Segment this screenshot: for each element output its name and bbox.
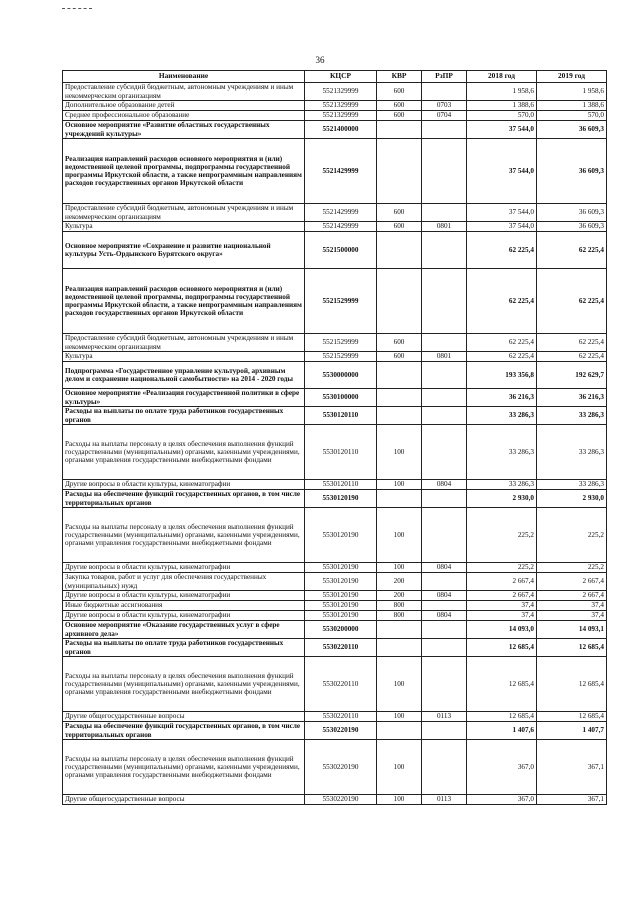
cell-name: Реализация направлений расходов основного мероприятия и (или) ведомственной целевой программы, подпрограммы государственной программы Иркутской области, а также непрограммным направлениям расходов государственных органов Иркутской области: [63, 269, 305, 334]
cell-kvr: [377, 407, 422, 425]
cell-kvr: [377, 722, 422, 740]
cell-2018: 37 544,0: [467, 121, 537, 139]
cell-kvr: 100: [377, 712, 422, 722]
cell-kcsr: 5530000000: [305, 362, 377, 389]
cell-kcsr: 5521429999: [305, 139, 377, 204]
cell-2019: 12 685,4: [537, 657, 607, 712]
table-row: [63, 362, 607, 389]
table-row: [63, 573, 607, 591]
table-row: [63, 480, 607, 490]
cell-rzpr: 0801: [422, 222, 467, 232]
cell-2019: 225,2: [537, 563, 607, 573]
cell-kcsr: 5530220110: [305, 712, 377, 722]
cell-rzpr: 0703: [422, 101, 467, 111]
cell-kvr: [377, 139, 422, 204]
cell-kcsr: 5521500000: [305, 232, 377, 269]
cell-name: Дополнительное образование детей: [63, 101, 305, 111]
table-row: [63, 389, 607, 407]
cell-rzpr: [422, 204, 467, 222]
cell-2018: 36 216,3: [467, 389, 537, 407]
cell-kcsr: 5521400000: [305, 121, 377, 139]
cell-rzpr: [422, 740, 467, 795]
cell-kcsr: 5530120190: [305, 563, 377, 573]
cell-2019: 14 093,1: [537, 621, 607, 639]
cell-kvr: [377, 121, 422, 139]
cell-rzpr: [422, 407, 467, 425]
header-name: Наименование: [63, 71, 305, 83]
cell-rzpr: [422, 639, 467, 657]
cell-name: Иные бюджетные ассигнования: [63, 601, 305, 611]
cell-2019: 62 225,4: [537, 352, 607, 362]
cell-kcsr: 5530120190: [305, 601, 377, 611]
cell-name: Другие общегосударственные вопросы: [63, 795, 305, 805]
cell-name: Основное мероприятие «Сохранение и развитие национальной культуры Усть-Ордынского Бурятского округа»: [63, 232, 305, 269]
cell-name: Предоставление субсидий бюджетным, автономным учреждениям и иным некоммерческим организациям: [63, 204, 305, 222]
cell-rzpr: [422, 334, 467, 352]
table-body: [63, 83, 607, 805]
cell-2018: 367,0: [467, 795, 537, 805]
cell-name: Расходы на выплаты персоналу в целях обеспечения выполнения функций государственными (муниципальными) органами, казенными учреждениями, органами управления государственными внебюджетными фондами: [63, 425, 305, 480]
cell-kcsr: 5521529999: [305, 334, 377, 352]
cell-kcsr: 5530120190: [305, 591, 377, 601]
cell-2019: 2 667,4: [537, 591, 607, 601]
cell-2018: 62 225,4: [467, 232, 537, 269]
cell-name: Другие вопросы в области культуры, кинематографии: [63, 563, 305, 573]
cell-rzpr: 0804: [422, 480, 467, 490]
cell-2018: 1 407,6: [467, 722, 537, 740]
table-row: [63, 269, 607, 334]
cell-kcsr: 5521329999: [305, 111, 377, 121]
table-row: [63, 601, 607, 611]
cell-kvr: 200: [377, 591, 422, 601]
cell-kvr: [377, 621, 422, 639]
cell-name: Предоставление субсидий бюджетным, автономным учреждениям и иным некоммерческим организациям: [63, 83, 305, 101]
cell-name: Основное мероприятие «Развитие областных государственных учреждений культуры»: [63, 121, 305, 139]
cell-2018: 193 356,8: [467, 362, 537, 389]
cell-kcsr: 5530120110: [305, 407, 377, 425]
table-row: [63, 222, 607, 232]
cell-rzpr: [422, 139, 467, 204]
cell-rzpr: [422, 425, 467, 480]
header-kcsr: КЦСР: [305, 71, 377, 83]
cell-2018: 37,4: [467, 611, 537, 621]
cell-rzpr: 0113: [422, 795, 467, 805]
cell-name: Расходы на обеспечение функций государственных органов, в том числе территориальных органов: [63, 722, 305, 740]
cell-kvr: 600: [377, 83, 422, 101]
cell-2019: 2 667,4: [537, 573, 607, 591]
cell-2019: 12 685,4: [537, 712, 607, 722]
cell-2019: 2 930,0: [537, 490, 607, 508]
table-row: [63, 334, 607, 352]
cell-kcsr: 5530220110: [305, 639, 377, 657]
table-row: [63, 101, 607, 111]
page-number: 36: [315, 55, 325, 65]
cell-2018: 12 685,4: [467, 639, 537, 657]
cell-2018: 62 225,4: [467, 269, 537, 334]
cell-name: Другие вопросы в области культуры, кинематографии: [63, 591, 305, 601]
cell-2018: 12 685,4: [467, 712, 537, 722]
cell-2019: 367,1: [537, 740, 607, 795]
cell-name: Реализация направлений расходов основного мероприятия и (или) ведомственной целевой программы, подпрограммы государственной программы Иркутской области, а также непрограммным направлениям расходов государственных органов Иркутской области: [63, 139, 305, 204]
cell-name: Расходы на выплаты по оплате труда работников государственных органов: [63, 639, 305, 657]
cell-2019: 36 216,3: [537, 389, 607, 407]
cell-rzpr: [422, 508, 467, 563]
cell-kcsr: 5521329999: [305, 101, 377, 111]
header-kvr: КВР: [377, 71, 422, 83]
cell-rzpr: [422, 722, 467, 740]
cell-2019: 36 609,3: [537, 121, 607, 139]
table-row: [63, 508, 607, 563]
cell-kcsr: 5530120190: [305, 573, 377, 591]
cell-2018: 1 958,6: [467, 83, 537, 101]
table-row: [63, 563, 607, 573]
table-row: [63, 621, 607, 639]
cell-name: Расходы на выплаты по оплате труда работников государственных органов: [63, 407, 305, 425]
cell-2018: 1 388,6: [467, 101, 537, 111]
cell-kvr: 100: [377, 480, 422, 490]
cell-2018: 2 930,0: [467, 490, 537, 508]
cell-2018: 225,2: [467, 508, 537, 563]
cell-rzpr: [422, 83, 467, 101]
cell-2018: 37,4: [467, 601, 537, 611]
cell-kvr: [377, 269, 422, 334]
cell-2019: 36 609,3: [537, 204, 607, 222]
cell-kcsr: 5530120190: [305, 508, 377, 563]
cell-name: Расходы на выплаты персоналу в целях обеспечения выполнения функций государственными (муниципальными) органами, казенными учреждениями, органами управления государственными внебюджетными фондами: [63, 657, 305, 712]
cell-kcsr: 5530120190: [305, 490, 377, 508]
table-row: [63, 490, 607, 508]
cell-2019: 62 225,4: [537, 334, 607, 352]
cell-2018: 225,2: [467, 563, 537, 573]
header-2018: 2018 год: [467, 71, 537, 83]
cell-2018: 33 286,3: [467, 480, 537, 490]
cell-rzpr: [422, 362, 467, 389]
cell-2019: 36 609,3: [537, 139, 607, 204]
cell-name: Расходы на выплаты персоналу в целях обеспечения выполнения функций государственными (муниципальными) органами, казенными учреждениями, органами управления государственными внебюджетными фондами: [63, 508, 305, 563]
cell-rzpr: [422, 121, 467, 139]
cell-kvr: 100: [377, 795, 422, 805]
cell-kvr: 100: [377, 425, 422, 480]
table-row: [63, 712, 607, 722]
cell-name: Другие общегосударственные вопросы: [63, 712, 305, 722]
cell-rzpr: 0804: [422, 563, 467, 573]
cell-rzpr: 0804: [422, 591, 467, 601]
table-row: [63, 139, 607, 204]
cell-2019: 12 685,4: [537, 639, 607, 657]
cell-kcsr: 5530120110: [305, 425, 377, 480]
cell-2019: 37,4: [537, 611, 607, 621]
cell-2018: 2 667,4: [467, 573, 537, 591]
cell-2018: 367,0: [467, 740, 537, 795]
budget-table: [62, 70, 607, 805]
cell-name: Другие вопросы в области культуры, кинематографии: [63, 611, 305, 621]
table-row: [63, 722, 607, 740]
cell-kvr: [377, 362, 422, 389]
cell-rzpr: [422, 490, 467, 508]
table-row: [63, 204, 607, 222]
cell-name: Расходы на обеспечение функций государственных органов, в том числе территориальных органов: [63, 490, 305, 508]
cell-rzpr: [422, 232, 467, 269]
cell-2019: 33 286,3: [537, 480, 607, 490]
cell-rzpr: 0801: [422, 352, 467, 362]
cell-name: Другие вопросы в области культуры, кинематографии: [63, 480, 305, 490]
table-row: [63, 232, 607, 269]
cell-2019: 192 629,7: [537, 362, 607, 389]
cell-rzpr: 0804: [422, 611, 467, 621]
header-rzpr: РзПР: [422, 71, 467, 83]
cell-2019: 1 958,6: [537, 83, 607, 101]
cell-2019: 367,1: [537, 795, 607, 805]
cell-rzpr: [422, 573, 467, 591]
cell-kvr: [377, 639, 422, 657]
table-row: [63, 611, 607, 621]
cell-2019: 1 407,7: [537, 722, 607, 740]
table-row: [63, 639, 607, 657]
cell-2018: 37 544,0: [467, 222, 537, 232]
cell-2019: 36 609,3: [537, 222, 607, 232]
cell-kcsr: 5521529999: [305, 269, 377, 334]
cell-2019: 1 388,6: [537, 101, 607, 111]
table-row: [63, 740, 607, 795]
cell-name: Культура: [63, 222, 305, 232]
cell-2018: 37 544,0: [467, 204, 537, 222]
cell-kcsr: 5530220190: [305, 722, 377, 740]
cell-rzpr: [422, 269, 467, 334]
cell-kcsr: 5530220190: [305, 740, 377, 795]
cell-kvr: 600: [377, 334, 422, 352]
cell-2019: 62 225,4: [537, 269, 607, 334]
cell-kvr: 600: [377, 111, 422, 121]
cell-2018: 33 286,3: [467, 425, 537, 480]
table-header-row: [63, 71, 607, 83]
table-row: [63, 425, 607, 480]
cell-kvr: 800: [377, 601, 422, 611]
cell-kcsr: 5530220110: [305, 657, 377, 712]
table-row: [63, 83, 607, 101]
cell-kcsr: 5521429999: [305, 204, 377, 222]
cell-kcsr: 5521529999: [305, 352, 377, 362]
cell-name: Среднее профессиональное образование: [63, 111, 305, 121]
cell-kcsr: 5530200000: [305, 621, 377, 639]
cell-name: Закупка товаров, работ и услуг для обеспечения государственных (муниципальных) нужд: [63, 573, 305, 591]
cell-kcsr: 5530120110: [305, 480, 377, 490]
cell-kvr: [377, 232, 422, 269]
cell-rzpr: [422, 621, 467, 639]
cell-kvr: 100: [377, 740, 422, 795]
table-row: [63, 795, 607, 805]
table-row: [63, 657, 607, 712]
cell-2018: 12 685,4: [467, 657, 537, 712]
cell-name: Расходы на выплаты персоналу в целях обеспечения выполнения функций государственными (муниципальными) органами, казенными учреждениями, органами управления государственными внебюджетными фондами: [63, 740, 305, 795]
cell-2019: 37,4: [537, 601, 607, 611]
cell-kvr: 600: [377, 204, 422, 222]
cell-kcsr: 5521329999: [305, 83, 377, 101]
cell-name: Предоставление субсидий бюджетным, автономным учреждениям и иным некоммерческим организациям: [63, 334, 305, 352]
table-row: [63, 111, 607, 121]
cell-2018: 62 225,4: [467, 352, 537, 362]
cell-kvr: 600: [377, 222, 422, 232]
cell-2018: 62 225,4: [467, 334, 537, 352]
cell-kvr: 600: [377, 101, 422, 111]
table-row: [63, 591, 607, 601]
cell-rzpr: [422, 601, 467, 611]
cell-kvr: 100: [377, 563, 422, 573]
cell-name: Основное мероприятие «Реализация государственной политики в сфере культуры»: [63, 389, 305, 407]
cell-kvr: 600: [377, 352, 422, 362]
cell-rzpr: 0704: [422, 111, 467, 121]
cell-kvr: [377, 389, 422, 407]
cell-kcsr: 5530100000: [305, 389, 377, 407]
cell-2018: 33 286,3: [467, 407, 537, 425]
header-2019: 2019 год: [537, 71, 607, 83]
cell-kcsr: 5530220190: [305, 795, 377, 805]
cell-2018: 37 544,0: [467, 139, 537, 204]
cell-rzpr: 0113: [422, 712, 467, 722]
cell-kcsr: 5530120190: [305, 611, 377, 621]
cell-kvr: 100: [377, 657, 422, 712]
cell-kvr: [377, 490, 422, 508]
table-row: [63, 352, 607, 362]
cell-kvr: 800: [377, 611, 422, 621]
cell-2019: 225,2: [537, 508, 607, 563]
cell-name: Подпрограмма «Государственное управление культурой, архивным делом и сохранение национальной самобытности» на 2014 - 2020 годы: [63, 362, 305, 389]
cell-name: Основное мероприятие «Оказание государственных услуг в сфере архивного дела»: [63, 621, 305, 639]
cell-2019: 33 286,3: [537, 425, 607, 480]
cell-2019: 62 225,4: [537, 232, 607, 269]
cell-rzpr: [422, 389, 467, 407]
cell-2018: 2 667,4: [467, 591, 537, 601]
table-row: [63, 121, 607, 139]
table-row: [63, 407, 607, 425]
cell-name: Культура: [63, 352, 305, 362]
cell-kvr: 200: [377, 573, 422, 591]
cell-2019: 570,0: [537, 111, 607, 121]
cell-kvr: 100: [377, 508, 422, 563]
scan-mark: [62, 8, 92, 9]
cell-kcsr: 5521429999: [305, 222, 377, 232]
cell-2019: 33 286,3: [537, 407, 607, 425]
cell-rzpr: [422, 657, 467, 712]
cell-2018: 570,0: [467, 111, 537, 121]
cell-2018: 14 093,0: [467, 621, 537, 639]
